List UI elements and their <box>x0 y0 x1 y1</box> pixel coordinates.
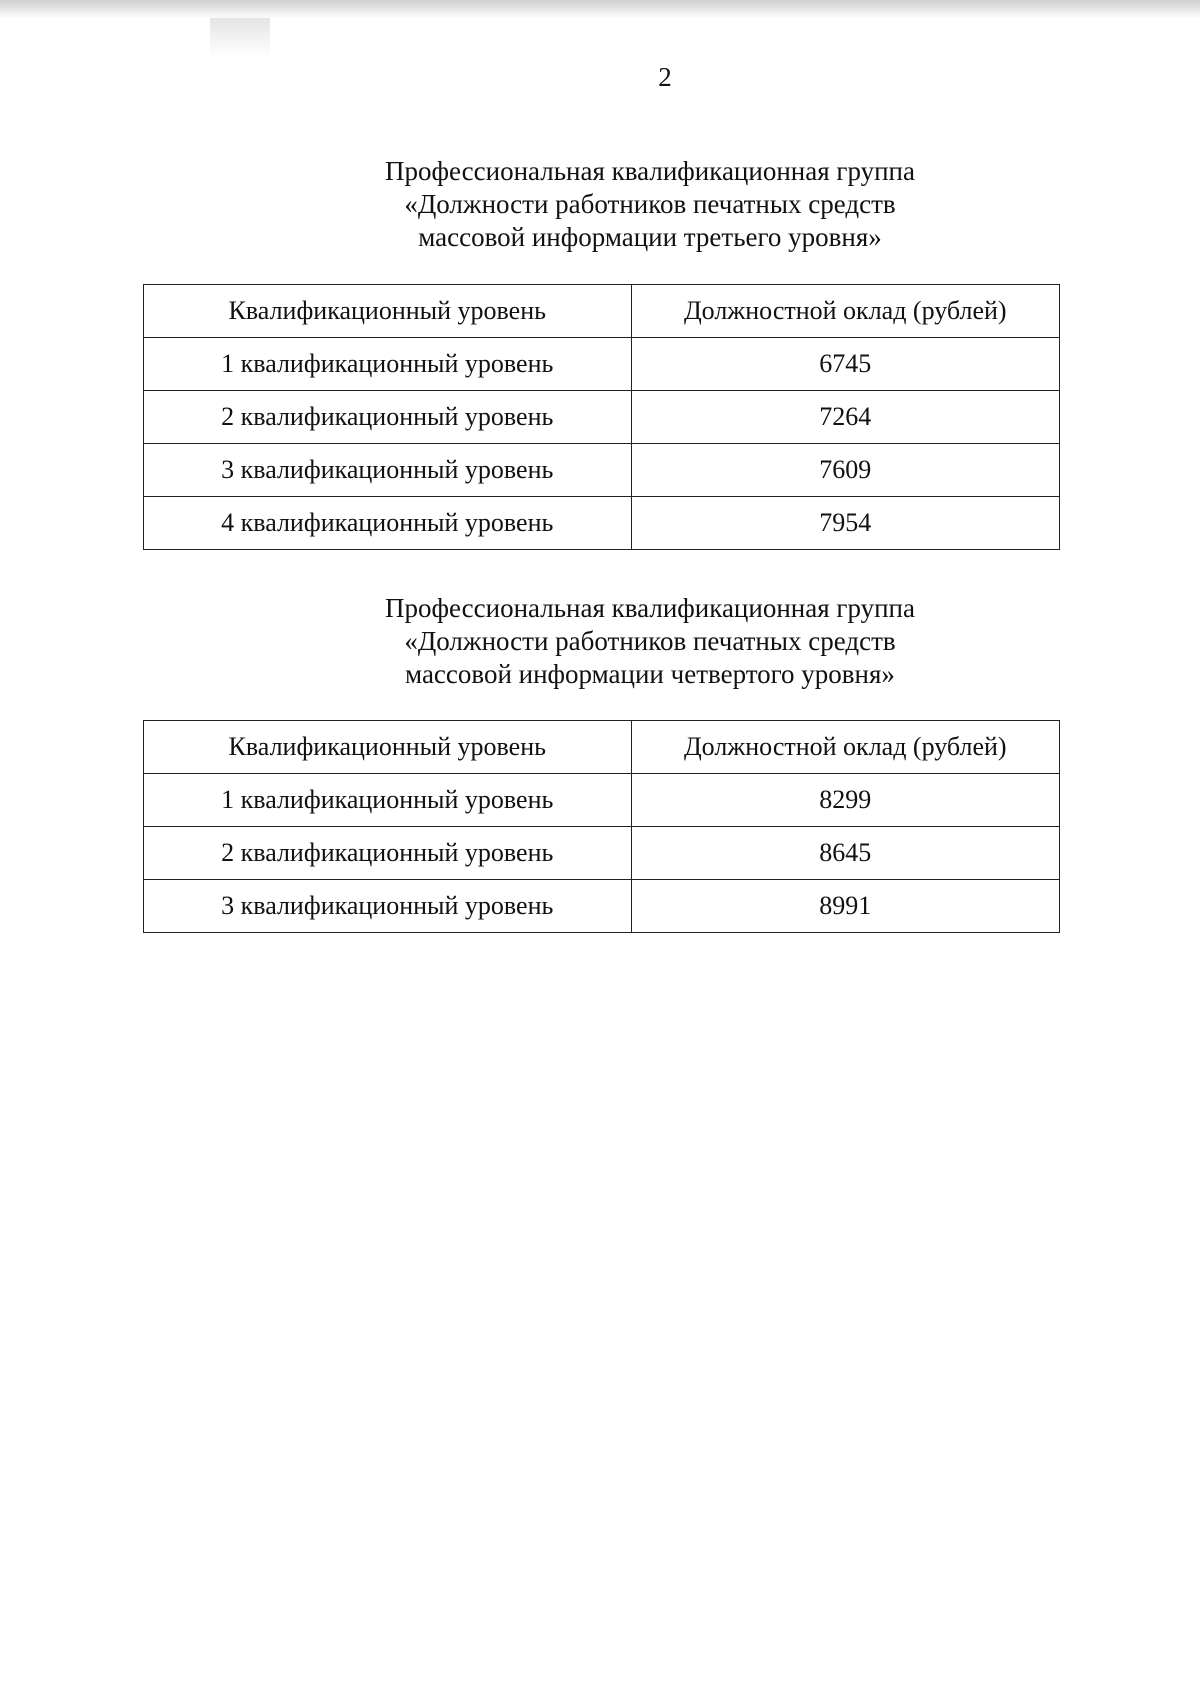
table-row <box>144 880 1060 933</box>
table-row <box>144 827 1060 880</box>
group-title-line: массовой информации четвертого уровня» <box>405 659 895 689</box>
group-title-third-level <box>0 155 1200 254</box>
level-cell: 2 квалификационный уровень <box>144 391 632 444</box>
salary-cell: 8645 <box>631 827 1059 880</box>
level-cell: 1 квалификационный уровень <box>144 774 632 827</box>
level-cell: 2 квалификационный уровень <box>144 827 632 880</box>
group-title-line: Профессиональная квалификационная группа <box>385 593 915 623</box>
header-level: Квалификационный уровень <box>144 721 632 774</box>
salary-cell: 7954 <box>631 497 1059 550</box>
header-salary: Должностной оклад (рублей) <box>631 721 1059 774</box>
group-title-line: массовой информации третьего уровня» <box>418 222 882 252</box>
page-number: 2 <box>658 62 672 92</box>
table-row <box>144 444 1060 497</box>
table-row <box>144 391 1060 444</box>
salary-cell: 8299 <box>631 774 1059 827</box>
group-title-fourth-level <box>0 592 1200 691</box>
group-title-line: «Должности работников печатных средств <box>404 189 896 219</box>
salary-cell: 6745 <box>631 338 1059 391</box>
salary-cell: 7609 <box>631 444 1059 497</box>
level-cell: 4 квалификационный уровень <box>144 497 632 550</box>
header-level: Квалификационный уровень <box>144 285 632 338</box>
level-cell: 3 квалификационный уровень <box>144 444 632 497</box>
salary-table-third-level <box>143 284 1060 550</box>
salary-cell: 8991 <box>631 880 1059 933</box>
salary-cell: 7264 <box>631 391 1059 444</box>
table-row <box>144 497 1060 550</box>
group-title-line: «Должности работников печатных средств <box>404 626 896 656</box>
table-row <box>144 338 1060 391</box>
table-header-row <box>144 721 1060 774</box>
header-salary: Должностной оклад (рублей) <box>631 285 1059 338</box>
table-row <box>144 774 1060 827</box>
level-cell: 3 квалификационный уровень <box>144 880 632 933</box>
table-header-row <box>144 285 1060 338</box>
scan-artifact-top <box>0 0 1200 18</box>
scan-artifact-smudge <box>210 18 270 58</box>
level-cell: 1 квалификационный уровень <box>144 338 632 391</box>
salary-table-fourth-level <box>143 720 1060 933</box>
group-title-line: Профессиональная квалификационная группа <box>385 156 915 186</box>
